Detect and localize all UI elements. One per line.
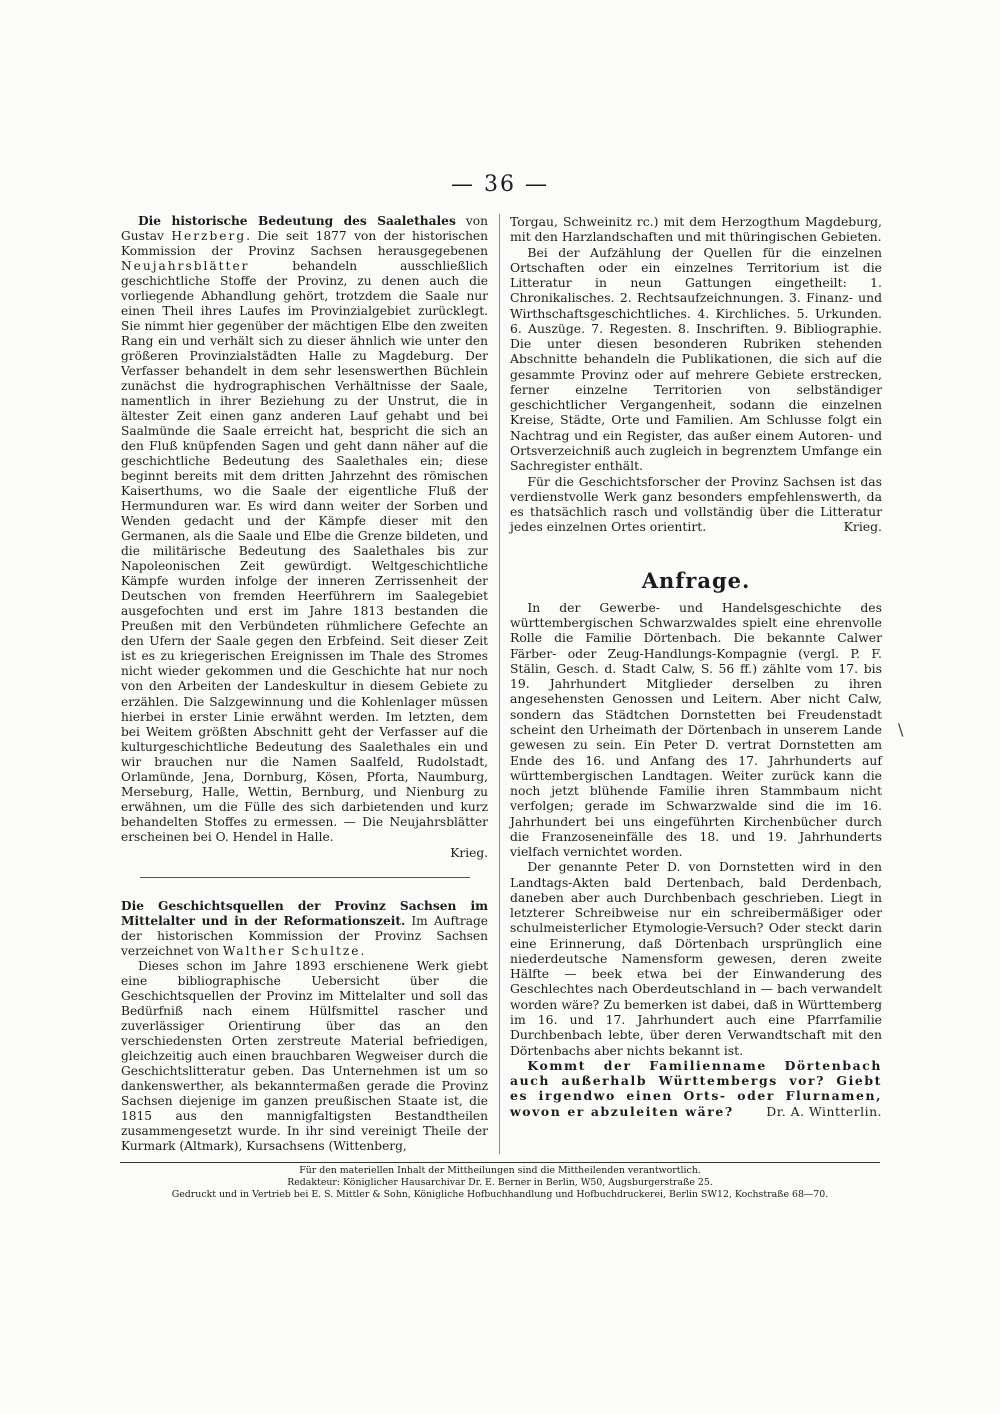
anfrage-signature: Dr. A. Wintterlin.: [766, 1103, 882, 1119]
imprint-footer: [110, 1162, 890, 1201]
anfrage-question: Kommt der Familienname Dörtenbach auch außerhalb Württembergs vor? Giebt es irgendwo einen Orts- oder Flurnamen, wovon er abzuleiten wäre? Dr. A. Wintterlin.: [510, 1057, 882, 1119]
page-number: — 36 —: [451, 172, 549, 197]
article-intro: Im Auftrage der historischen Kommission der Provinz Sachsen verzeichnet von: [121, 913, 488, 958]
column-divider: [499, 214, 501, 1154]
article-author: Herzberg: [171, 229, 247, 244]
article-geschichtsquellen: Die Geschichtsquellen der Provinz Sachsen im Mittelalter und in der Reformationszeit. Im Auftrage der historischen Kommission der Provinz Sachsen verzeichnet von Walther Schultze.: [121, 898, 488, 958]
article-body: Dieses schon im Jahre 1893 erschienene Werk giebt eine bibliographische Uebersicht über die Geschichtsquellen der Provinz im Mittelalter und soll das Bedürfniß nach einem Hülfsmittel rascher und zuverlässiger Orientirung über das an den verschiedensten Orten zerstreute Material befriedigen, gleichzeitig auch einen brauchbaren Wegweiser durch die Geschichtslitteratur geben. Das Unternehmen ist um so dankenswerther, als bekanntermaßen gerade die Provinz Sachsen diejenige im ganzen preußischen Staate ist, die 1815 aus den mannigfaltigsten Bestandtheilen zusammengesetzt wurde. In ihr sind vereinigt Theile der Kurmark (Altmark), Kursachsens (Wittenberg,: [121, 958, 488, 1153]
article-body: Bei der Aufzählung der Quellen für die einzelnen Ortschaften oder ein einzelnes Territorium ist die Litteratur in neun Gattungen eingetheilt: 1. Chronikalisches. 2. Rechtsaufzeichnungen. 3. Finanz- und Wirthschaftsgeschichtliches. 4. Kirchliches. 5. Urkunden. 6. Auszüge. 7. Regesten. 8. Inschriften. 9. Bibliographie. Die unter diesen besonderen Rubriken stehenden Abschnitte behandeln die Publikationen, die sich auf die gesammte Provinz oder auf mehrere Gebiete erstrecken, ferner einzelne Territorien von selbständiger geschichtlicher Vergangenheit, sodann die einzelnen Kreise, Städte, Orte und Familien. Am Schlusse folgt ein Nachtrag und ein Register, das außer einem Autoren- und Ortsverzeichniß auch zugleich in begrenztem Umfange ein Sachregister enthält.: [510, 244, 882, 474]
anfrage-body: In der Gewerbe- und Handelsgeschichte des württembergischen Schwarzwaldes spielt eine ehrenvolle Rolle die Familie Dörtenbach. Die bekannte Calwer Färber- oder Zeug-Handlungs-Kompagnie (vergl. P. F. Stälin, Gesch. d. Stadt Calw, S. 56 ff.) zählte vom 17. bis 19. Jahrhundert Mitglieder derselben zu ihren angesehensten Genossen und Leitern. Aber nicht Calw, sondern das Städtchen Dornstetten bei Freudenstadt scheint den Urheimath der Dörtenbach in unserem Lande gewesen zu sein. Ein Peter D. vertrat Dornstetten am Ende des 16. und Anfang des 17. Jahrhunderts auf württembergischen Landtagen. Weiter zurück kann die noch jetzt blühende Familie ihren Stammbaum nicht verfolgen; gerade im Schwarzwalde sind die im 16. Jahrhundert bei uns eingeführten Kirchenbücher durch die Franzoseneinfälle des 18. und 19. Jahrhunderts vielfach vernichtet worden.: [510, 599, 882, 860]
footer-line: Gedruckt und in Vertrieb bei E. S. Mittler & Sohn, Königliche Hofbuchhandlung und Hofbuchdruckerei, Berlin SW12, Kochstraße 68—70.: [171, 1188, 829, 1200]
article-body: Für die Geschichtsforscher der Provinz Sachsen ist das verdienstvolle Werk ganz besonders empfehlenswerth, da es thatsächlich rasch und vollständig über die Litteratur jedes einzelnen Ortes orientirt. Krieg.: [510, 473, 882, 535]
anfrage-body: Der genannte Peter D. von Dornstetten wird in den Landtags-Akten bald Dertenbach, bald Derdenbach, daneben aber auch Durchbenbach geschrieben. Liegt in letzterer Schreibweise nur ein schreibermäßiger oder schulmeisterlicher Etymologie-Versuch? Oder steckt darin eine Erinnerung, daß Dörtenbach ursprünglich eine niederdeutsche Namensform gewesen, deren zweite Hälfte — beek etwa bei der Einwanderung des Geschlechtes nach Oberdeutschland in — bach verwandelt worden wäre? Zu bemerken ist dabei, daß in Württemberg im 16. und 17. Jahrhundert auch eine Pfarrfamilie Durchbenbach lebte, über deren Verwandtschaft mit den Dörtenbachs aber nichts bekannt ist.: [510, 859, 882, 1058]
article-byline: von Gustav: [121, 214, 488, 244]
footer-line: Für den materiellen Inhalt der Mittheilungen sind die Mittheilenden verantwortlich.: [299, 1164, 701, 1176]
article-signature: Krieg.: [450, 845, 488, 860]
article-title: Die historische Bedeutung des Saalethales: [138, 214, 456, 228]
article-title: Die Geschichtsquellen der Provinz Sachsen im Mittelalter und in der Reformationszeit.: [121, 898, 488, 928]
article-body: behandeln ausschließlich geschichtliche Stoffe der Provinz, zu denen auch die vorliegende Abhandlung gehört, trotzdem die Saale nur einen Theil ihres Laufes im Provinzialgebiet zurücklegt. Sie nimmt hier gegenüber der mächtigen Elbe den zweiten Rang ein und verhält sich zu dieser ähnlich wie unter den größeren Provinzialstädten Halle zu Magdeburg. Der Verfasser behandelt in dem sehr lesenswerthen Büchlein zunächst die hydrographischen Verhältnisse der Saale, namentlich in ihrer Beziehung zu der Unstrut, die in ältester Zeit einen ganz anderen Lauf gehabt und bei Saalmünde die Saale erreicht hat, bespricht die sich an den Fluß knüpfenden Sagen und geht dann näher auf die geschichtliche Bedeutung des Saalethales ein; diese beginnt bereits mit dem dritten Jahrzehnt des römischen Kaiserthums, wo die Saale der eigentliche Fluß der Hermunduren war. Es wird dann weiter der Sorben und Wenden gedacht und der Kämpfe dieser mit den Germanen, als die Saale und Elbe die Grenze bildeten, und die militärische Bedeutung des Saalethales bis zur Napoleonischen Zeit gewürdigt. Weltgeschichtliche Kämpfe wurden infolge der inneren Zerrissenheit der Deutschen von fremden Heerführern im Saalegebiet ausgefochten und erst im Jahre 1813 bestanden die Preußen mit den Verbündeten rühmlichere Gefechte an den Ufern der Saale gegen den Erbfeind. Seit dieser Zeit ist es zu kriegerischen Ereignissen im Thale des Stromes nicht wieder gekommen und die Geschichte hat nur noch von den Arbeiten der Landeskultur in diesem Gebiete zu erzählen. Die Salzgewinnung und die Kohlenlager müssen hierbei in erster Linie erwähnt werden. Im letzten, dem bei Weitem größten Abschnitt geht der Verfasser auf die kulturgeschichtliche Bedeutung des Saalethales ein und wir brauchen nur die Namen Saalfeld, Rudolstadt, Orlamünde, Jena, Dornburg, Kösen, Pforta, Naumburg, Merseburg, Halle, Wettin, Bernburg, und Nienburg zu erwähnen, um die Fülle des sich darbietenden und kurz behandelten Stoffes zu ermessen. — Die Neujahrsblätter erscheinen bei O. Hendel in Halle.: [121, 259, 488, 844]
margin-mark: \: [898, 720, 904, 739]
article-body: Torgau, Schweinitz rc.) mit dem Herzogthum Magdeburg, mit den Harzlandschaften und mit thüringischen Gebieten.: [510, 214, 882, 245]
right-column: [510, 214, 882, 1119]
anfrage-title: Anfrage.: [641, 567, 751, 593]
article-author: Walther Schultze: [222, 943, 361, 958]
article-body: . Die seit 1877 von der historischen Kommission der Provinz Sachsen herausgegebenen: [121, 229, 488, 259]
left-column: [121, 214, 488, 1154]
article-signature: Krieg.: [843, 519, 882, 535]
footer-rule: [120, 1162, 880, 1163]
footer-line: Redakteur: Königlicher Hausarchivar Dr. E. Berner in Berlin, W50, Augsburgerstraße 25.: [287, 1176, 713, 1188]
article-historische-bedeutung: [121, 214, 488, 845]
series-title: Neujahrsblätter: [121, 259, 250, 274]
